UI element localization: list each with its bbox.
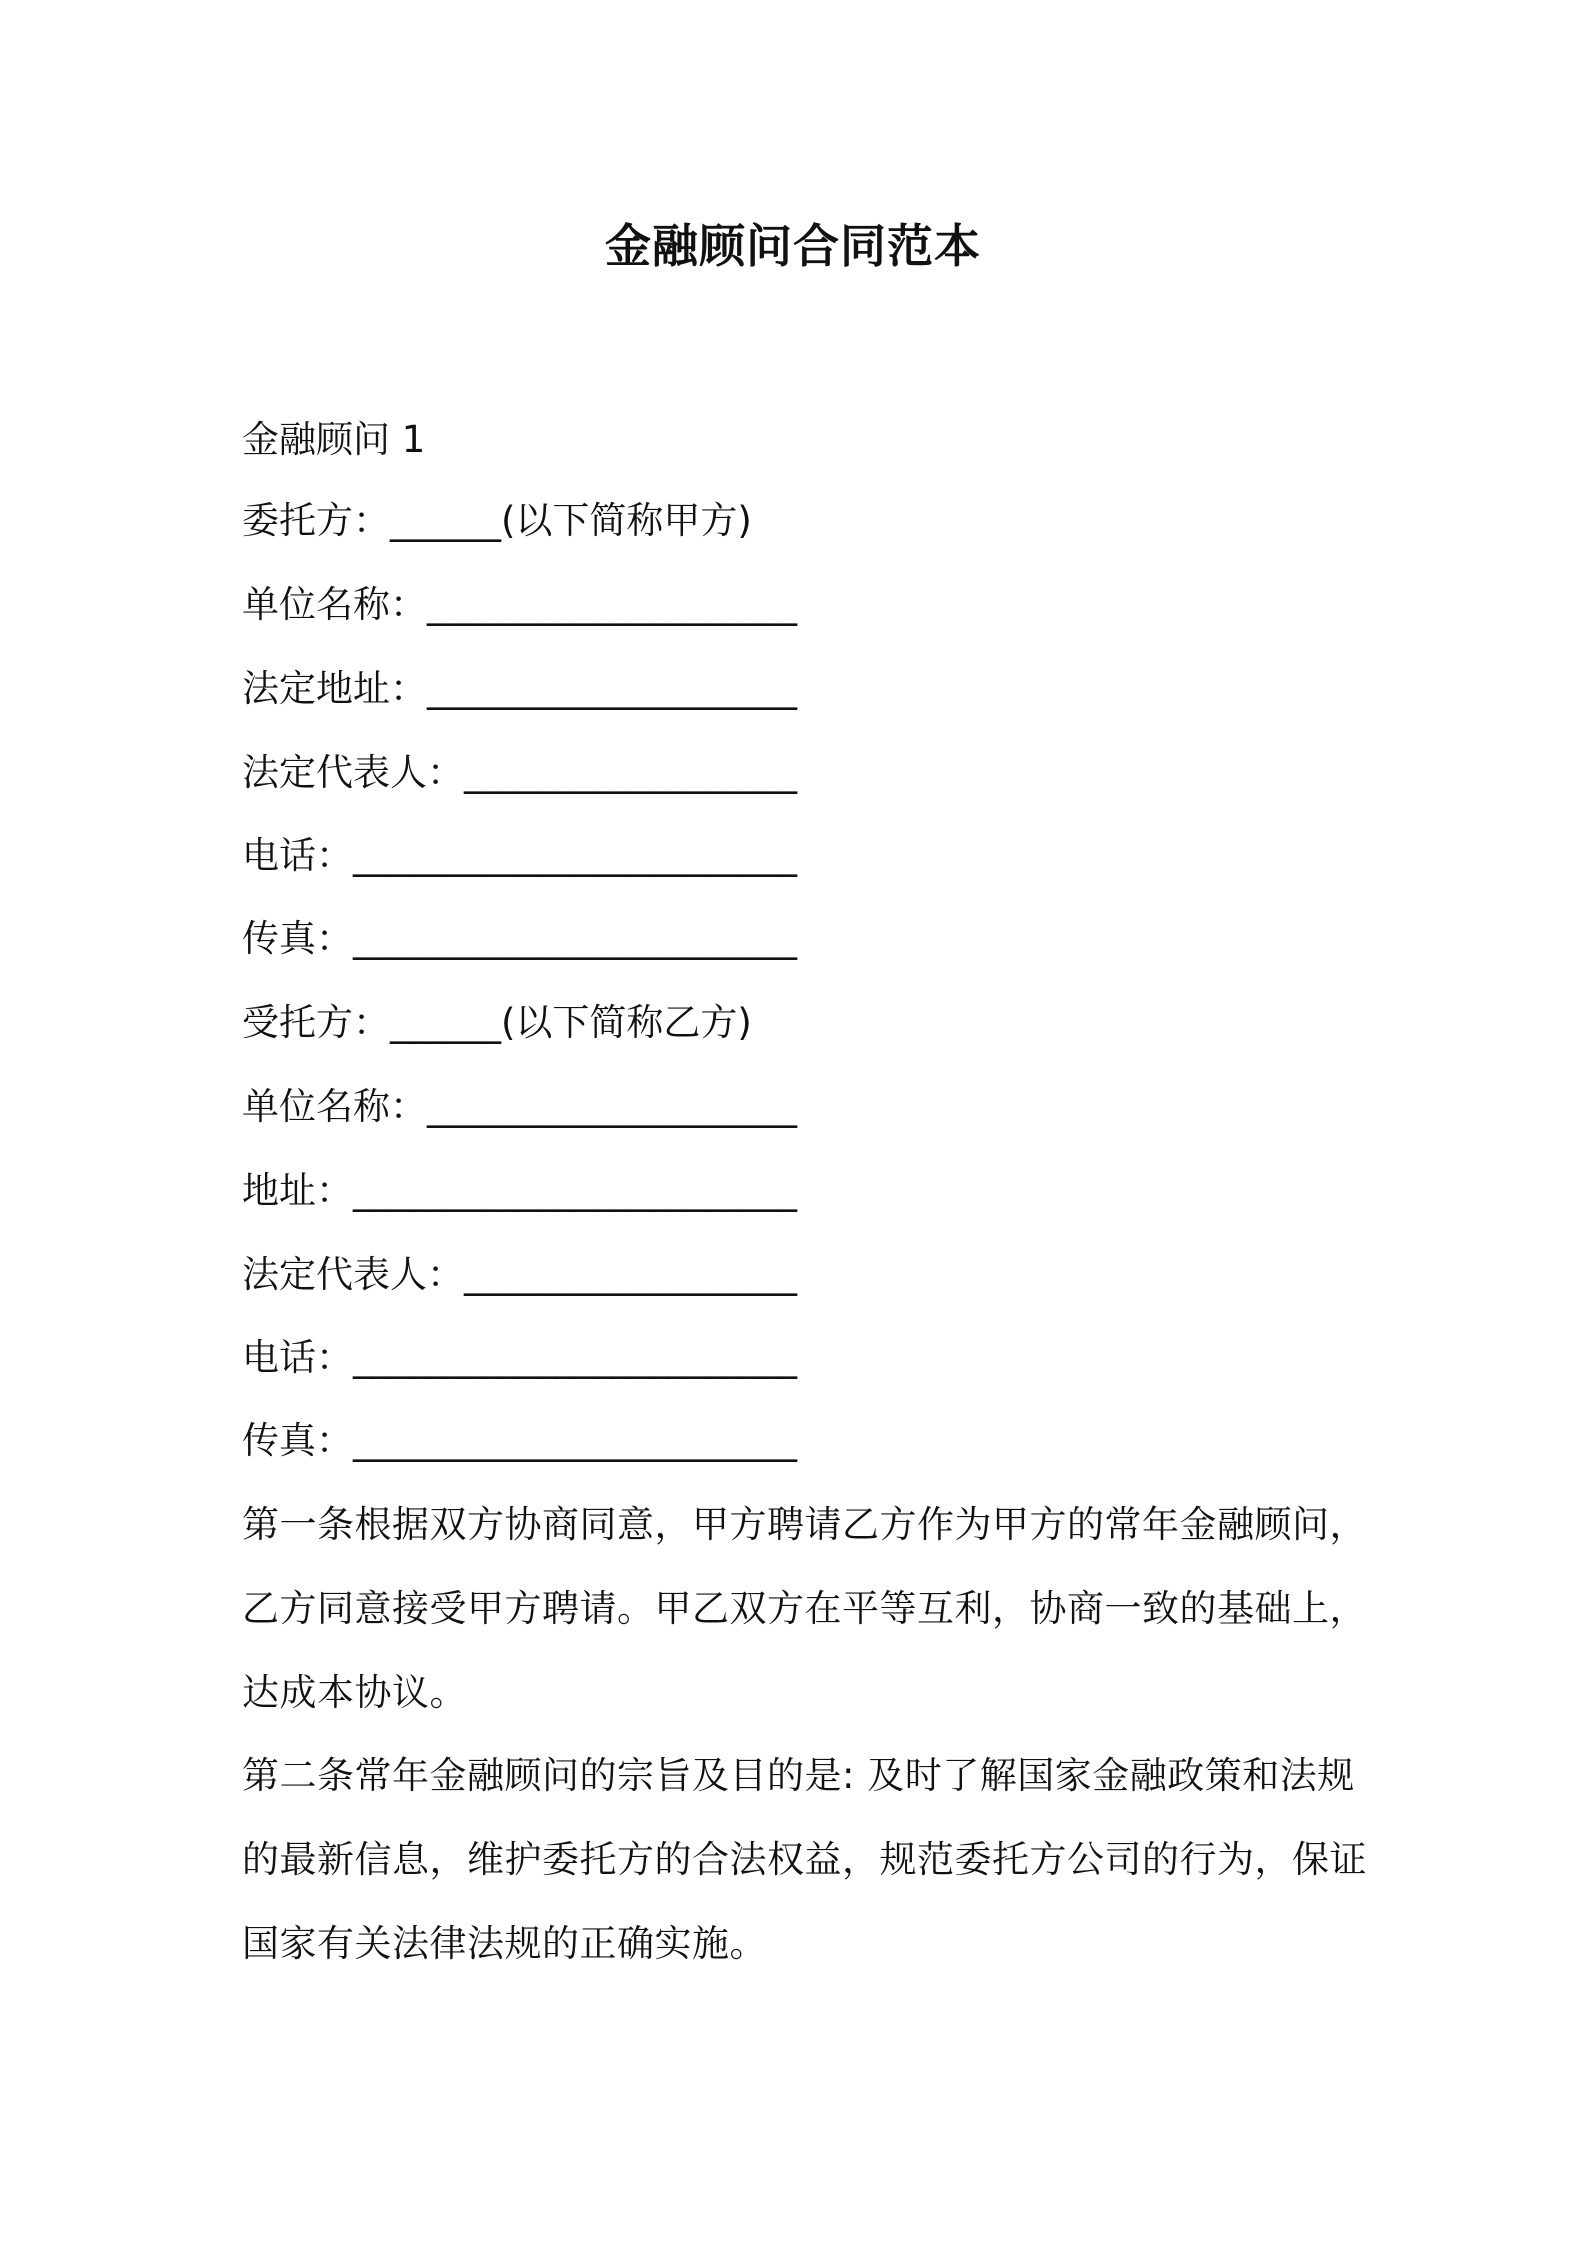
party-b-phone: 电话：________________________ bbox=[242, 1336, 797, 1379]
article2-line3: 国家有关法律法规的正确实施。 bbox=[242, 1922, 767, 1965]
article2-line2: 的最新信息，维护委托方的合法权益，规范委托方公司的行为，保证 bbox=[242, 1838, 1367, 1881]
party-b-address: 地址：________________________ bbox=[242, 1169, 797, 1212]
party-a-unit-name: 单位名称：____________________ bbox=[242, 583, 797, 626]
article1-line2: 乙方同意接受甲方聘请。甲乙双方在平等互利，协商一致的基础上， bbox=[242, 1587, 1367, 1630]
subtitle: 金融顾问 1 bbox=[242, 418, 426, 461]
party-b-legal-rep: 法定代表人：__________________ bbox=[242, 1253, 797, 1296]
article2-line1: 第二条常年金融顾问的宗旨及目的是: 及时了解国家金融政策和法规 bbox=[242, 1754, 1355, 1797]
article1-line1: 第一条根据双方协商同意，甲方聘请乙方作为甲方的常年金融顾问， bbox=[242, 1503, 1367, 1546]
party-b-fax: 传真：________________________ bbox=[242, 1419, 797, 1462]
party-a-legal-address: 法定地址：____________________ bbox=[242, 667, 797, 710]
party-a-heading: 委托方：______(以下简称甲方) bbox=[242, 499, 752, 542]
party-a-phone: 电话：________________________ bbox=[242, 834, 797, 877]
party-a-fax: 传真：________________________ bbox=[242, 917, 797, 960]
party-b-unit-name: 单位名称：____________________ bbox=[242, 1085, 797, 1128]
party-a-legal-rep: 法定代表人：__________________ bbox=[242, 751, 797, 794]
party-b-heading: 受托方：______(以下简称乙方) bbox=[242, 1001, 752, 1044]
document-title: 金融顾问合同范本 bbox=[605, 219, 981, 273]
article1-line3: 达成本协议。 bbox=[242, 1671, 467, 1714]
